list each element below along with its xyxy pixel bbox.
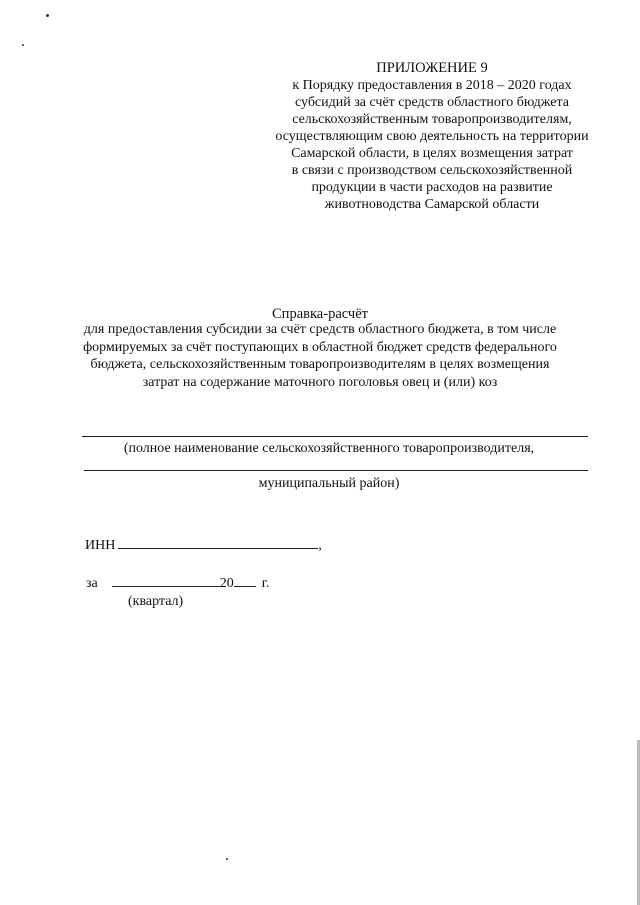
appendix-line: субсидий за счёт средств областного бюджета xyxy=(294,95,570,110)
document-title: Справка-расчёт xyxy=(272,306,368,322)
appendix-line: животноводства Самарской области xyxy=(324,197,540,212)
purpose-line: бюджета, сельскохозяйственным товаропроизводителям в целях возмещения xyxy=(90,357,550,372)
quarter-blank[interactable] xyxy=(112,575,220,587)
inn-row xyxy=(85,537,322,554)
purpose-line: затрат на содержание маточного поголовья овец и (или) коз xyxy=(142,374,498,390)
inn-blank[interactable] xyxy=(118,537,318,549)
appendix-line: к Порядку предоставления в 2018 – 2020 годах xyxy=(292,78,572,93)
district-caption: муниципальный район) xyxy=(258,476,400,491)
inn-suffix: , xyxy=(318,538,322,553)
year-prefix: 20 xyxy=(219,576,234,591)
year-blank[interactable] xyxy=(234,575,256,587)
period-prefix: за xyxy=(86,576,98,591)
purpose-line: формируемых за счёт поступающих в областной бюджет средств федерального xyxy=(83,339,557,355)
year-suffix: г. xyxy=(261,576,270,591)
appendix-line: Самарской области, в целях возмещения затрат xyxy=(291,146,573,161)
appendix-line: сельскохозяйственным товаропроизводителям, xyxy=(292,112,572,127)
document-purpose xyxy=(60,321,580,391)
quarter-caption: (квартал) xyxy=(128,594,184,609)
appendix-title: ПРИЛОЖЕНИЕ 9 xyxy=(376,60,488,76)
period-row xyxy=(86,575,269,592)
appendix-line: в связи с производством сельскохозяйственной xyxy=(291,163,573,178)
producer-caption: (полное наименование сельскохозяйственного товаропроизводителя, xyxy=(123,441,535,456)
scan-speck xyxy=(46,14,49,17)
scan-speck xyxy=(226,858,228,860)
scan-speck xyxy=(22,44,24,46)
purpose-line: для предоставления субсидии за счёт средств областного бюджета, в том числе xyxy=(83,322,557,337)
district-blank[interactable] xyxy=(84,470,588,471)
producer-name-blank[interactable] xyxy=(82,436,588,437)
appendix-line: продукции в части расходов на развитие xyxy=(311,180,553,195)
appendix-header xyxy=(262,60,602,213)
inn-label: ИНН xyxy=(85,538,116,553)
appendix-line: осуществляющим свою деятельность на территории xyxy=(275,129,589,144)
